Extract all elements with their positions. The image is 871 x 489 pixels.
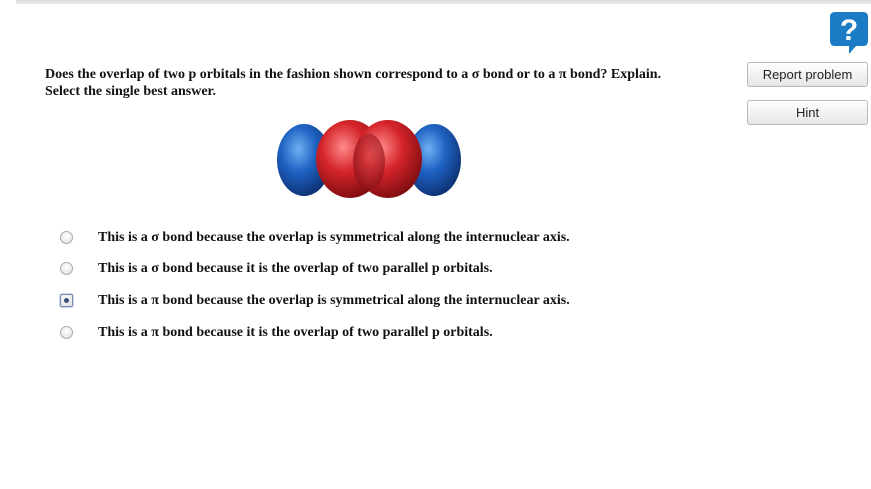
choice-1-radio[interactable] bbox=[60, 231, 73, 244]
choice-4-radio[interactable] bbox=[60, 326, 73, 339]
choice-1-label[interactable]: This is a σ bond because the overlap is symmetrical along the internuclear axis. bbox=[98, 230, 570, 245]
question-text: Does the overlap of two p orbitals in the fashion shown correspond to a σ bond or to a π bond? Explain. bbox=[45, 67, 662, 82]
orbital-overlap-region bbox=[353, 134, 385, 190]
choice-3-radio[interactable] bbox=[60, 294, 73, 307]
report-problem-button[interactable]: Report problem bbox=[747, 62, 868, 87]
question-prompt bbox=[45, 66, 725, 100]
choice-2-radio[interactable] bbox=[60, 262, 73, 275]
hint-button[interactable]: Hint bbox=[747, 100, 868, 125]
choice-4-label[interactable]: This is a π bond because it is the overlap of two parallel p orbitals. bbox=[98, 325, 493, 340]
top-divider bbox=[16, 0, 871, 4]
question-instruction: Select the single best answer. bbox=[45, 84, 216, 99]
p-orbital-overlap-figure bbox=[270, 118, 470, 202]
choice-2-label[interactable]: This is a σ bond because it is the overlap of two parallel p orbitals. bbox=[98, 261, 493, 276]
question-mark-icon[interactable] bbox=[829, 11, 869, 55]
choice-3-label[interactable]: This is a π bond because the overlap is symmetrical along the internuclear axis. bbox=[98, 293, 570, 308]
svg-text:?: ? bbox=[839, 14, 859, 47]
